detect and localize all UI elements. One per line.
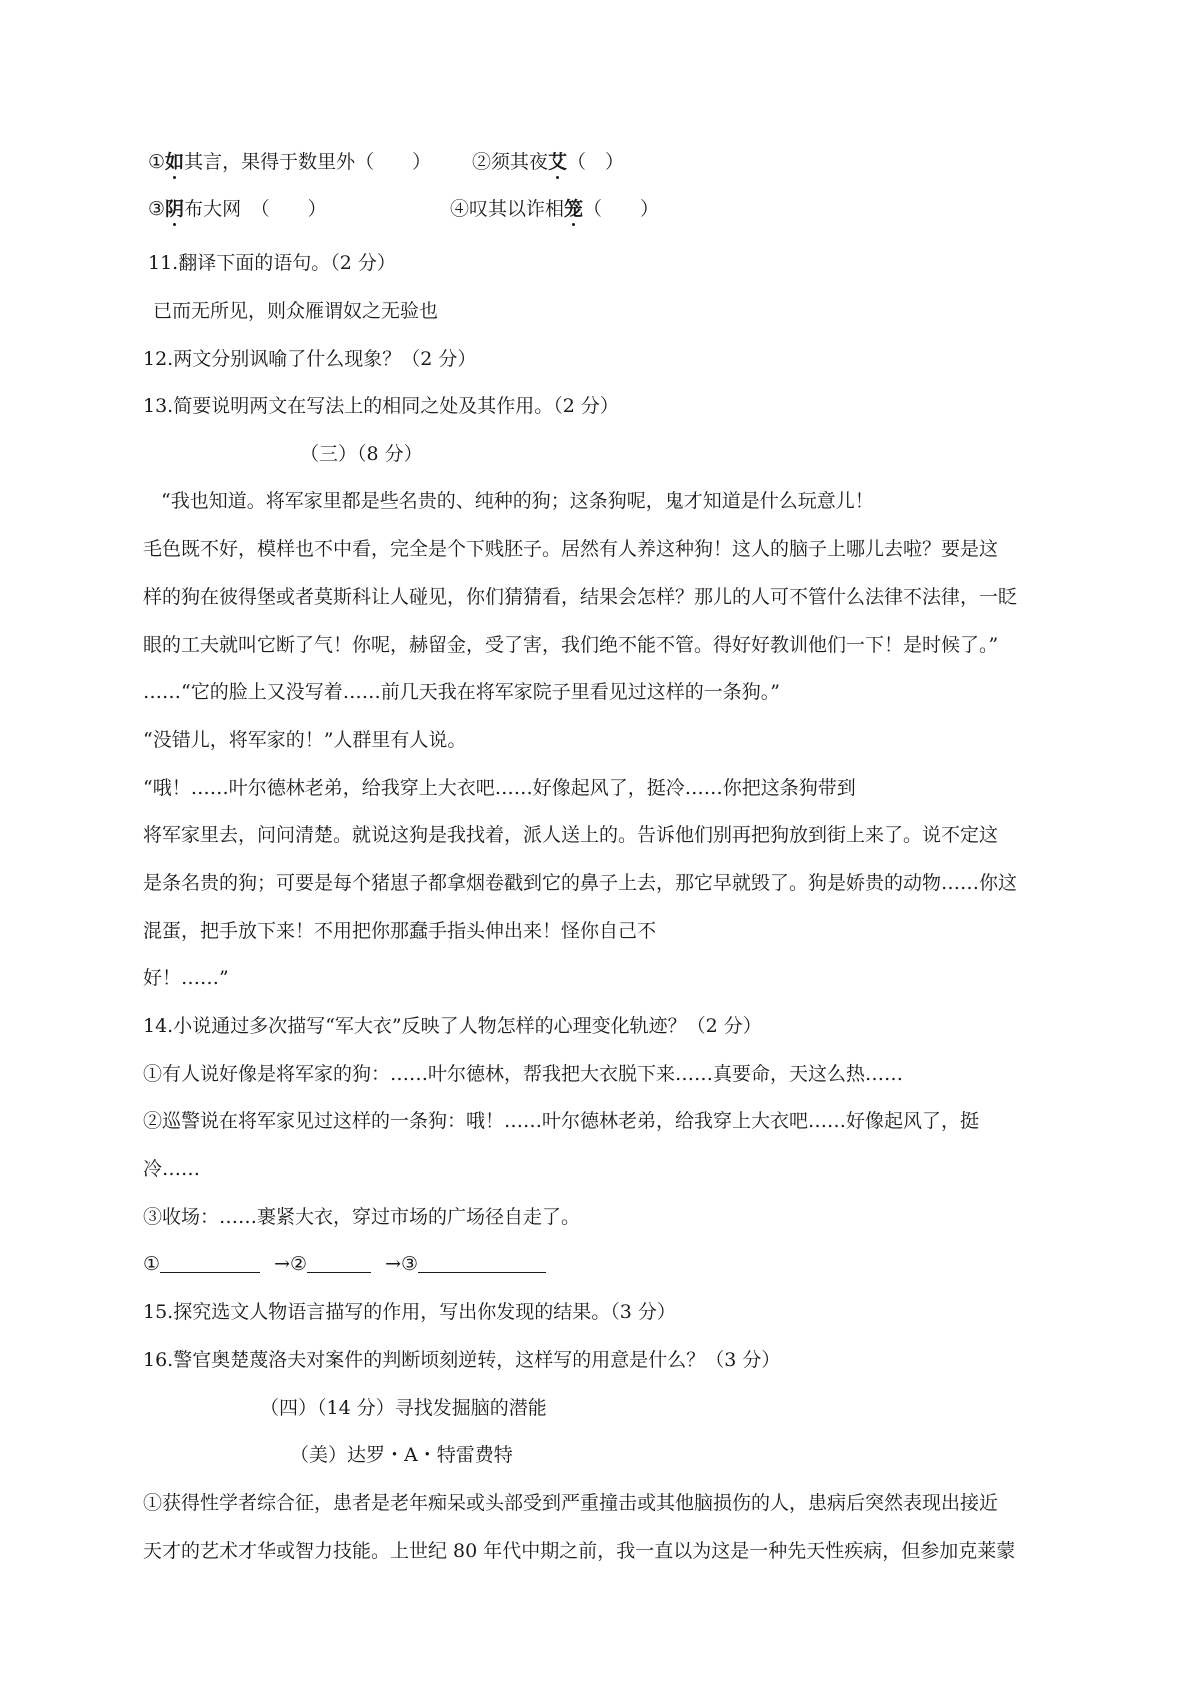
q10-item1-num: ① <box>148 151 166 173</box>
q10-item2-rest: （ ） <box>567 151 625 173</box>
q14-line3: ③收场：……裹紧大衣，穿过市场的广场径自走了。 <box>143 1206 581 1228</box>
q14-answer-blank-2[interactable] <box>307 1252 371 1273</box>
q11-prompt: 11.翻译下面的语句。（2 分） <box>148 252 396 274</box>
section3-line: 将军家里去，问问清楚。就说这狗是我找着，派人送上的。告诉他们别再把狗放到街上来了。说不定这 <box>143 824 999 846</box>
q10-item1-rest: 其言，果得于数里外（ ） <box>184 151 432 173</box>
section3-heading: （三）（8 分） <box>300 443 423 465</box>
q15-prompt: 15.探究选文人物语言描写的作用，写出你发现的结果。（3 分） <box>143 1301 676 1323</box>
section3-line: 混蛋，把手放下来！不用把你那蠢手指头伸出来！怪你自己不 <box>143 920 657 942</box>
q14-answer-row <box>143 1252 546 1276</box>
q14-line2a: ②巡警说在将军家见过这样的一条狗：哦！……叶尔德林老弟，给我穿上大衣吧……好像起风了，挺 <box>143 1110 980 1132</box>
section4-para-line: 天才的艺术才华或智力技能。上世纪 80 年代中期之前，我一直以为这是一种先天性疾病，但参加克莱蒙 <box>143 1540 1016 1562</box>
q11-sentence: 已而无所见，则众雁谓奴之无验也 <box>153 300 439 322</box>
q14-answer-blank-1[interactable] <box>160 1252 260 1273</box>
section4-author: （美）达罗・A・特雷费特 <box>290 1444 513 1466</box>
section4-para-line: ①获得性学者综合征，患者是老年痴呆或头部受到严重撞击或其他脑损伤的人，患病后突然表现出接近 <box>143 1492 999 1514</box>
q14-line2b: 冷…… <box>143 1158 201 1180</box>
section3-line: ……“它的脸上又没写着……前几天我在将军家院子里看见过这样的一条狗。” <box>143 681 780 703</box>
section3-line: 样的狗在彼得堡或者莫斯科让人碰见，你们猜猜看，结果会怎样？那儿的人可不管什么法律不法律，一眨 <box>143 586 1018 608</box>
q14-answer-blank-3[interactable] <box>418 1252 546 1273</box>
q10-item3-rest: 布大网 （ ） <box>184 198 327 220</box>
section4-heading: （四）（14 分）寻找发掘脑的潜能 <box>260 1397 547 1419</box>
q10-item3-dotted-char: 阴 <box>165 198 185 220</box>
q10-item2-num: ②须其夜 <box>472 151 549 173</box>
q10-item3-num: ③ <box>148 198 166 220</box>
q10-item4 <box>450 197 659 221</box>
section3-line: 眼的工夫就叫它断了气！你呢，赫留金，受了害，我们绝不能不管。得好好教训他们一下！是时候了。” <box>143 634 999 656</box>
q10-item2 <box>472 150 624 174</box>
section3-line: “没错儿，将军家的！”人群里有人说。 <box>143 729 467 751</box>
q10-item4-num: ④叹其以诈相 <box>450 198 565 220</box>
q14-answer-label-2: →② <box>274 1253 308 1275</box>
q10-item1-dotted-char: 如 <box>165 151 185 173</box>
q14-prompt: 14.小说通过多次描写“军大衣”反映了人物怎样的心理变化轨迹？（2 分） <box>143 1015 762 1037</box>
q16-prompt: 16.警官奥楚蔑洛夫对案件的判断顷刻逆转，这样写的用意是什么？（3 分） <box>143 1349 781 1371</box>
section3-line: 毛色既不好，模样也不中看，完全是个下贱胚子。居然有人养这种狗！这人的脑子上哪儿去啦？要是这 <box>143 538 999 560</box>
q14-answer-label-1: ① <box>143 1253 161 1275</box>
q14-line1: ①有人说好像是将军家的狗：……叶尔德林，帮我把大衣脱下来……真要命，天这么热…… <box>143 1063 904 1085</box>
q10-item1 <box>148 150 431 174</box>
q14-answer-label-3: →③ <box>385 1253 419 1275</box>
q13-prompt: 13.简要说明两文在写法上的相同之处及其作用。（2 分） <box>143 395 619 417</box>
q10-item4-dotted-char: 笼 <box>564 198 584 220</box>
section3-line: 好！……” <box>143 967 229 989</box>
q12-prompt: 12.两文分别讽喻了什么现象？（2 分） <box>143 348 477 370</box>
q10-item4-rest: （ ） <box>583 198 660 220</box>
q10-item3 <box>148 197 327 221</box>
section3-line: “哦！……叶尔德林老弟，给我穿上大衣吧……好像起风了，挺冷……你把这条狗带到 <box>143 777 856 799</box>
q10-item2-dotted-char: 艾 <box>548 151 568 173</box>
section3-line: “我也知道。将军家里都是些名贵的、纯种的狗；这条狗呢，鬼才知道是什么玩意儿！ <box>161 490 874 512</box>
section3-line: 是条名贵的狗；可要是每个猪崽子都拿烟卷戳到它的鼻子上去，那它早就毁了。狗是娇贵的动物……你这 <box>143 872 1018 894</box>
